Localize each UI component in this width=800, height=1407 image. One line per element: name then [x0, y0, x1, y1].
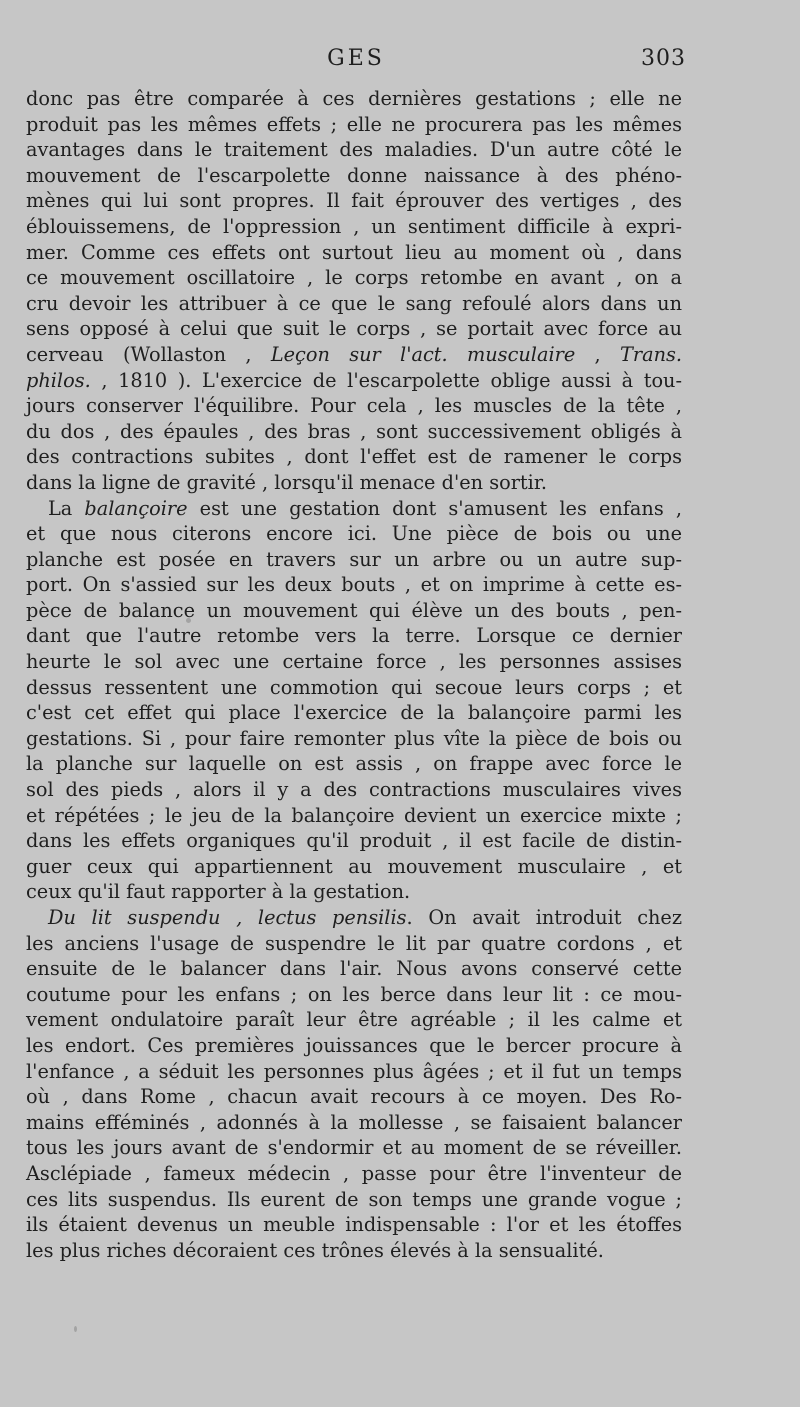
body-text	[26, 86, 682, 1263]
text-line: ces lits suspendus. Ils eurent de son temps une grande vogue ;	[26, 1187, 682, 1211]
text-line: jours conserver l'équilibre. Pour cela , les muscles de la tête ,	[26, 394, 682, 418]
text-line: vement ondulatoire paraît leur être agréable ; il les calme et	[26, 1008, 682, 1032]
text-line: ceux qu'il faut rapporter à la gestation.	[26, 880, 411, 904]
text-line: philos. , 1810 ). L'exercice de l'escarpolette oblige aussi à tou-	[26, 368, 682, 392]
text-line: mains efféminés , adonnés à la mollesse , se faisaient balancer	[26, 1110, 682, 1134]
page-number: 303	[641, 46, 686, 71]
text-line: guer ceux qui appartiennent au mouvement musculaire , et	[26, 854, 682, 878]
paragraph-start: Du lit suspendu , lectus pensilis. On avait introduit chez	[48, 906, 682, 929]
text-line: sol des pieds , alors il y a des contractions musculaires vives	[26, 778, 682, 802]
text-line: port. On s'assied sur les deux bouts , et on imprime à cette es-	[26, 573, 682, 597]
text-line: produit pas les mêmes effets ; elle ne procurera pas les mêmes	[26, 112, 682, 136]
italic-abbrev: Trans.	[620, 342, 683, 366]
text-line: ensuite de le balancer dans l'air. Nous avons conservé cette	[26, 957, 682, 981]
paragraph-start: La balançoire est une gestation dont s'amusent les enfans ,	[48, 496, 682, 520]
text-line: sens opposé à celui que suit le corps , se portait avec force au	[26, 317, 682, 341]
text-line: dessus ressentent une commotion qui secoue leurs corps ; et	[26, 675, 682, 699]
text-line: du dos , des épaules , des bras , sont successivement obligés à	[26, 419, 682, 443]
text-line: la planche sur laquelle on est assis , on frappe avec force le	[26, 752, 682, 776]
running-head-title: GES	[327, 46, 385, 71]
text-line: c'est cet effet qui place l'exercice de la balançoire parmi les	[26, 701, 682, 725]
text-line: heurte le sol avec une certaine force , les personnes assises	[26, 650, 682, 674]
text-line: mouvement de l'escarpolette donne naissance à des phéno-	[26, 163, 682, 187]
text-line: où , dans Rome , chacun avait recours à ce moyen. Des Ro-	[26, 1085, 682, 1109]
text-line: donc pas être comparée à ces dernières gestations ; elle ne	[26, 87, 682, 110]
text-line: cerveau (Wollaston , Leçon sur l'act. musculaire , Trans.	[26, 342, 683, 366]
text-line: l'enfance , a séduit les personnes plus âgées ; et il fut un temps	[26, 1059, 682, 1083]
text-line: et que nous citerons encore ici. Une pièce de bois ou une	[26, 522, 682, 546]
text-line: éblouissemens, de l'oppression , un sentiment difficile à expri-	[26, 214, 682, 238]
text-line: dans les effets organiques qu'il produit , il est facile de distin-	[26, 829, 682, 853]
text-line: des contractions subites , dont l'effet est de ramener le corps	[26, 445, 682, 469]
paper-blemish	[186, 618, 191, 623]
text-line: ils étaient devenus un meuble indispensable : l'or et les étoffes	[26, 1213, 682, 1237]
text-line: avantages dans le traitement des maladies. D'un autre côté le	[26, 138, 682, 162]
text-line: gestations. Si , pour faire remonter plus vîte la pièce de bois ou	[26, 726, 682, 750]
text-line: dant que l'autre retombe vers la terre. Lorsque ce dernier	[26, 624, 682, 648]
italic-heading: Du lit suspendu , lectus pensilis	[48, 906, 407, 929]
text-line: cru devoir les attribuer à ce que le sang refoulé alors dans un	[26, 291, 682, 315]
italic-title: Leçon sur l'act. musculaire	[270, 342, 576, 366]
text-line: mènes qui lui sont propres. Il fait éprouver des vertiges , des	[26, 189, 682, 213]
text-line: les endort. Ces premières jouissances que le bercer procure à	[26, 1033, 682, 1057]
italic-term: balançoire	[84, 496, 188, 520]
running-head	[26, 46, 686, 78]
text-line: ce mouvement oscillatoire , le corps retombe en avant , on a	[26, 266, 682, 290]
text-line: tous les jours avant de s'endormir et au moment de se réveiller.	[26, 1136, 682, 1160]
text-line: dans la ligne de gravité , lorsqu'il menace d'en sortir.	[26, 470, 548, 494]
paper-blemish	[74, 1326, 77, 1332]
text-line: mer. Comme ces effets ont surtout lieu au moment où , dans	[26, 240, 682, 264]
text-line: les anciens l'usage de suspendre le lit par quatre cordons , et	[26, 931, 682, 955]
text-line: les plus riches décoraient ces trônes élevés à la sensualité.	[26, 1238, 604, 1262]
text-line: pèce de balance un mouvement qui élève un des bouts , pen-	[26, 598, 682, 622]
text-line: et répétées ; le jeu de la balançoire devient un exercice mixte ;	[26, 803, 682, 827]
italic-abbrev: philos.	[26, 368, 91, 392]
text-line: planche est posée en travers sur un arbre ou un autre sup-	[26, 547, 682, 571]
text-line: Asclépiade , fameux médecin , passe pour être l'inventeur de	[26, 1161, 682, 1185]
text-line: coutume pour les enfans ; on les berce dans leur lit : ce mou-	[26, 982, 682, 1006]
